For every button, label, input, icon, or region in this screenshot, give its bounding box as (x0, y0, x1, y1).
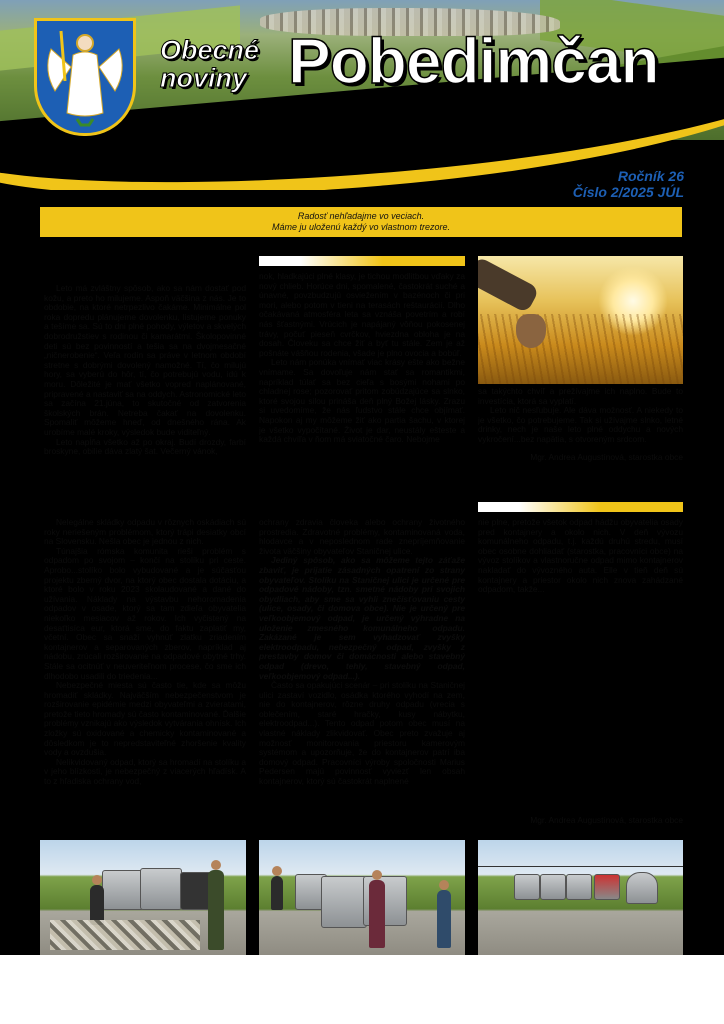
article2-signature: Mgr. Andrea Augustínová, starostka obce (530, 815, 683, 825)
article1-column-3 (478, 387, 683, 487)
paragraph: Leto nám ponúka vnímať viac krásy ešte ako bežne vnímame. Sa dovoľuje nám stať sa romantikmi, napríklad túlať sa bez cieľa s bosými nohami po chladnej rose; pozorovať pritom zobúdzajúce sa slnko, ktoré svojou silou prináša deň plný Božej lásky. Zrazu si uvedomíme, že nás ľudstvo stále chce objímať. Napokon aj my môžeme žiť ako partia šachu, v ktorej je všetko vypočítané. Život je dar, neustály ešteste a každá chvíľa v ňom má sviatočné čaro. Nebojme (259, 357, 465, 445)
divider-bar (259, 256, 465, 266)
paragraph: Leto má zvláštny spôsob, ako sa nám dostať pod kožu, a preto ho milujeme. Aspoň väčšina z nás. Je to obdobie, na ktoré netrpezlivo čakáme. Minimálne pol roka dopredu plánujeme dovolenku, listujeme ponuky a tešíme sa. Sú to dni plné pohody, výletov a skvelých dobrodružstiev s rodinou či kamarátmi. Školopovinné deti sú bez povinností a tešia sa na dvojmesačné „ničnerobenie“. Veľa rodín sa práve v letnom období stretne s dobrými dovolený namožné. Tí, čo milujú hory, sa vyberú do hôr, tí, čo potrebujú vodu, idú k moru. Dôležité je mať všetko vopred naplánované, pripravené a nastaviť sa na oddych. Astronomické leto sa začína 21.júna, to skutočné od zatvorenia školských brán. Netreba čakať na dovolenku. Spomaliť môžeme hneď, od dnešného rána. Ak urobíme malé kroky, výsledok bude viditeľný. (44, 284, 246, 437)
arm-shape (478, 256, 540, 314)
motto-line-2: Máme ju uloženú každý vo vlastnom trezore. (271, 222, 451, 232)
issue-info (573, 168, 684, 200)
paragraph: nok, hladkajúci plné klasy, je tichou modlitbou vďaky za nový chlieb. Horúce dni, spomalené, častokrát suché a únavné, povzbudzujú osviežením v bazénoch či pri mori, alebo potom v tieni na terasách reštaurácií. Dlho očakávaná atmosféra leta sa vznáša povetrím a robí nás šťastnými. Vrúcich je napájaný vôňou pokosenej trávy, počuť pieseň cvrčkov, hviezdna obloha je na dosah. Človeku sa chce žiť a byť tu stále. Zem je až pošnáte vášňou rodenia, všade je plno ovocia a bobúľ. (259, 272, 465, 358)
wheat-field-photo (478, 256, 683, 384)
paragraph: Nelegálne skládky odpadu v rôznych oskádiach sú roky neriešeným problémom, ktorý trápi desiatky obcí na Slovensku. Nešla obec je jednou z nich. (44, 518, 246, 547)
person (369, 880, 385, 948)
subtitle-line-2: noviny (160, 63, 248, 93)
article2-column-2 (259, 518, 465, 836)
article2-column-1 (44, 518, 246, 836)
person (437, 890, 451, 948)
waste-photo-1 (40, 840, 246, 955)
paragraph: Leto nič nesľubuje. Ale dáva možnosť. A niekedy to je všetko, čo potrebujeme. Tak si užívajme slnko, letné drinky, nech je naše leto plné oddychu a nových vykročení...bez napätia, s otvoreným srdcom. (478, 405, 683, 444)
waste-container (540, 874, 566, 900)
waste-photo-3 (478, 840, 683, 955)
paragraph: Nelikvidovaný odpad, ktorý sa hromadí na stolíku a v jeho blízkosti, je nebezpečný z viacerých hľadísk. A to z hľadiska ochrany vod, (44, 756, 246, 787)
article1-column-2 (259, 272, 465, 484)
coat-of-arms (34, 18, 136, 136)
waste-photo-2 (259, 840, 465, 955)
fence-line (478, 866, 683, 867)
masthead-subtitle (160, 36, 259, 92)
paragraph: ochrany zdravia človeka alebo ochrany životného prostredia. Zdravotné problémy, kontaminovaná voda, hlodavce a v neposlednom rade znepríjemňovanie života väčšiny obyvateľov Staničnej ulice. (259, 518, 465, 556)
paragraph: Nebezpečné miesta sú často tie, kde sa môžu hromadiť skládky. Najväčším nebezpečenstvom je rozširovanie epidémie medzi obyvateľmi a zvieratami, pretože tieto hromady sú často kontaminované. Ďalšie problémy vznikajú ako výsledok vytvárania ohnísk. Ich zložky sú oxidované a chemicky kontaminované a dôsledkom je to nepredstaviteľné zhoršenie kvality vody a ovzdušia. (44, 680, 246, 758)
subtitle-line-1: Obecné (160, 35, 260, 65)
issue-label: Číslo 2/2025 JÚL (572, 184, 684, 200)
paragraph: Leto napĺňa všetko až po okraj. Budí drozdy, farbí broskyne, obilie dáva zlatý šat. Večerný vánok, (44, 436, 246, 457)
paragraph: sa takýchto chvíľ a prežívajme ich naplno. Bude to investícia, ktorá sa vyplatí. (478, 387, 683, 406)
divider-bar (478, 502, 683, 512)
article2-column-3 (478, 518, 683, 836)
paragraph: Často sa opakujúci scenár – pri stolíku na Staničnej ulici zastaví vozidlo, osádka ktorého vyhodí na zem, nie do kontajnerov, rôzne druhy odpadu (vrecia s oblečením, staré hračky, kusy nábytku, elektroodpad...). Tento odpad potom obec musí na vlastné náklady zlikvidovať. Obec preto zvažuje aj možnosť monitorovania priestoru kamerovým systémom a upozorňuje, že do kontajnerov patrí iba domový odpad. Pracovníci výroby spoločnosti Marius Pedersen majú povinnosť vyviezť len obsah kontajnerov, ktorý sú častokrát naplnené (259, 680, 465, 787)
waste-container (102, 870, 144, 910)
motto-banner (40, 207, 682, 237)
person (271, 876, 283, 910)
article1-column-1 (44, 284, 246, 484)
waste-container (594, 874, 620, 900)
waste-container (321, 876, 367, 928)
wheat-stalks (478, 314, 683, 384)
motto-line-1: Radosť nehľadajme vo veciach. (297, 211, 425, 221)
waste-container (140, 868, 182, 910)
volume-label: Ročník 26 (617, 168, 684, 184)
litter-pile (50, 920, 200, 950)
angel-icon (37, 21, 133, 133)
masthead (0, 0, 724, 190)
person (208, 870, 224, 950)
waste-container (514, 874, 540, 900)
article1-signature: Mgr. Andrea Augustínová, starostka obce (530, 451, 683, 462)
paragraph-emphasis: Jediný spôsob, ako sa môžeme tejto záťaže zbaviť, je prijatie zásadných opatrení zo strany obyvateľov. Stolíku na Staničnej ulici je určené pre odpadové nádoby, tzn. smetné nádoby pri svojich obydliach, aby sme sa vyhli znečisťovaniu cesty (ulice, osady, či domova obce). Nie je určený pre veľkoobjemový odpad, je určený výhradne na uloženie zmesného komunálneho odpadu. Zakázané je sem vyhadzovať zvyšky elektroodpadu, nebezpečný odpad, zvyšky z prestavby domov či domácnosti alebo stavebný odpad (drevo, tehly, stavebný odpad, veľkoobjemový odpad...). (259, 555, 465, 681)
paragraph: Túnajšia rómska komunita rieši problém s odpadom po svojom – končí na stolíku pri ceste. Aprobo...stolíko bolo vybudované a je súčasťou projektu zberný dvor, na ktorý obec dostala dotáciu, a ktoré bolo v roku 2023 skolaudované a dané do užívania. Náklady na výstavbu nehoromadenia odpadov v osade, ktorý sa tam zdieľa obyvatelia niekoľko mesiacov až rokov. Ich vyčistený na desaťtisíca eur, ktorá sme, do faktu zaplatiť my, včetní. Obec sa snaží vyhnúť zlatku zriadením kontajnerov a separovaných zberov, napríklad aj nádobu, zrúcali rozširovanie na odpadové obytné trhy. Stále sa ocitnúť v neuveriteľnom procese, čo sme ich dlhodobo usadili do triedenia... (44, 545, 246, 681)
waste-container (626, 872, 658, 904)
masthead-title: Pobedimčan (288, 25, 659, 97)
hand-shape (516, 314, 546, 348)
person (90, 885, 104, 925)
waste-container (566, 874, 592, 900)
paragraph: nie plne, pretože všetok odpad hádžu obyvatelia osady pred kontajnery a okolo nich. V deň vývozu komunálneho odpadu, t.j. každú druhú stredu, musí obec osobne dohliadať (starostka, pracovníci obce) na vývoz stolíkov a vlastnoručne odpad mimo kontajnerov nakladať do vývozného auta. Elle v tieň deň sú kontajnery a priestor okolo nich znova zahádzané odpadom, takže... (478, 518, 683, 595)
